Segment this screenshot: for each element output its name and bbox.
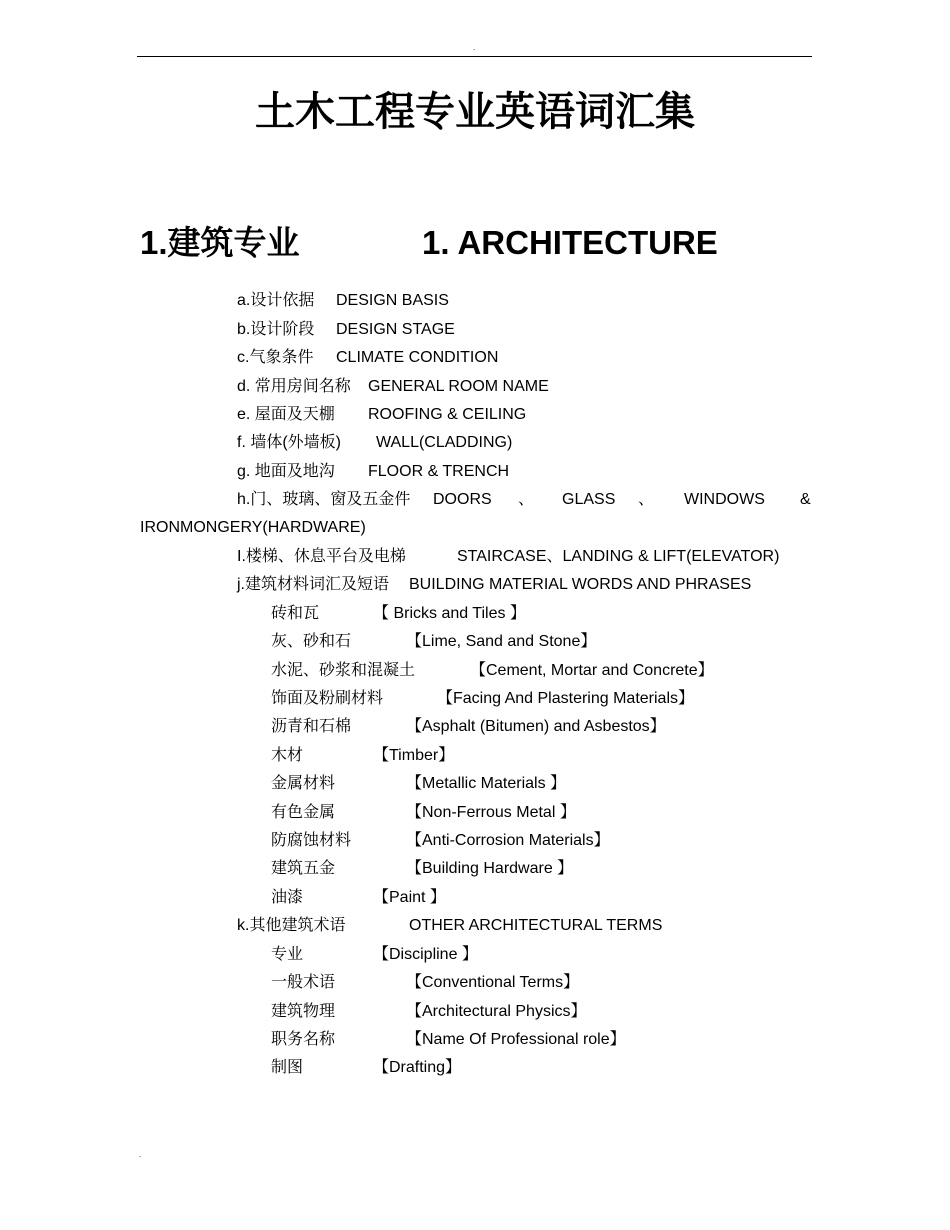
entry-zh: f. 墙体(外墙板) bbox=[237, 434, 341, 451]
subentry-row bbox=[0, 689, 950, 709]
subentry-row bbox=[0, 1002, 950, 1022]
subentry-row bbox=[0, 945, 950, 965]
subentry-row bbox=[0, 717, 950, 737]
entry-en: ROOFING & CEILING bbox=[368, 406, 527, 423]
entry-zh: a.设计依据 bbox=[237, 292, 315, 309]
entry-en: DESIGN STAGE bbox=[336, 321, 455, 338]
entry-en-separator: 、 bbox=[638, 491, 655, 508]
entry-zh: I.楼梯、休息平台及电梯 bbox=[237, 548, 406, 565]
subentry-row bbox=[0, 632, 950, 652]
subentry-zh: 金属材料 bbox=[271, 775, 336, 792]
subentry-en: 【Conventional Terms】 bbox=[406, 974, 580, 991]
entry-en-word: GLASS bbox=[562, 491, 616, 508]
entry-en: WALL(CLADDING) bbox=[376, 434, 513, 451]
entry-row bbox=[0, 291, 950, 311]
subentry-en: 【Metallic Materials 】 bbox=[406, 775, 567, 792]
entry-zh: k.其他建筑术语 bbox=[237, 917, 346, 934]
subentry-zh: 一般术语 bbox=[271, 974, 336, 991]
header-rule bbox=[137, 56, 812, 57]
entry-en-word: & bbox=[800, 491, 811, 508]
entry-en: OTHER ARCHITECTURAL TERMS bbox=[409, 917, 663, 934]
entry-row bbox=[0, 547, 950, 567]
footer-mark: . bbox=[139, 1150, 142, 1159]
subentry-zh: 灰、砂和石 bbox=[271, 633, 352, 650]
entry-en: FLOOR & TRENCH bbox=[368, 463, 510, 480]
entry-row bbox=[0, 433, 950, 453]
subentry-en: 【Name Of Professional role】 bbox=[406, 1031, 626, 1048]
subentry-zh: 油漆 bbox=[271, 889, 304, 906]
subentry-zh: 建筑五金 bbox=[271, 860, 336, 877]
entry-en-continued: IRONMONGERY(HARDWARE) bbox=[140, 519, 366, 536]
subentry-row bbox=[0, 831, 950, 851]
subentry-zh: 有色金属 bbox=[271, 804, 336, 821]
subentry-en: 【Facing And Plastering Materials】 bbox=[437, 690, 695, 707]
subentry-row bbox=[0, 859, 950, 879]
subentry-en: 【Discipline 】 bbox=[373, 946, 478, 963]
entry-row bbox=[0, 490, 950, 510]
subentry-en: 【Cement, Mortar and Concrete】 bbox=[470, 662, 714, 679]
subentry-row bbox=[0, 1030, 950, 1050]
subentry-en: 【Paint 】 bbox=[373, 889, 446, 906]
subentry-row bbox=[0, 661, 950, 681]
subentry-row bbox=[0, 1058, 950, 1078]
header-mark: . bbox=[473, 43, 476, 52]
subentry-zh: 职务名称 bbox=[271, 1031, 336, 1048]
entry-zh: h.门、玻璃、窗及五金件 bbox=[237, 491, 411, 508]
subentry-zh: 沥青和石棉 bbox=[271, 718, 352, 735]
subentry-row bbox=[0, 604, 950, 624]
subentry-row bbox=[0, 803, 950, 823]
entry-row bbox=[0, 575, 950, 595]
subentry-zh: 水泥、砂浆和混凝土 bbox=[271, 662, 416, 679]
subentry-zh: 饰面及粉刷材料 bbox=[271, 690, 384, 707]
entry-row bbox=[0, 377, 950, 397]
entry-en: GENERAL ROOM NAME bbox=[368, 378, 549, 395]
subentry-en: 【 Bricks and Tiles 】 bbox=[373, 605, 526, 622]
entry-en: DESIGN BASIS bbox=[336, 292, 449, 309]
section-heading-en: 1. ARCHITECTURE bbox=[422, 224, 718, 261]
entry-en: CLIMATE CONDITION bbox=[336, 349, 499, 366]
subentry-row bbox=[0, 774, 950, 794]
entry-zh: b.设计阶段 bbox=[237, 321, 315, 338]
page-title: 土木工程专业英语词汇集 bbox=[255, 90, 695, 134]
subentry-row bbox=[0, 888, 950, 908]
entry-en: BUILDING MATERIAL WORDS AND PHRASES bbox=[409, 576, 752, 593]
subentry-en: 【Drafting】 bbox=[373, 1059, 462, 1076]
subentry-en: 【Anti-Corrosion Materials】 bbox=[406, 832, 610, 849]
subentry-en: 【Asphalt (Bitumen) and Asbestos】 bbox=[406, 718, 666, 735]
entry-en-word: WINDOWS bbox=[684, 491, 765, 508]
subentry-zh: 建筑物理 bbox=[271, 1003, 336, 1020]
entry-en-word: DOORS bbox=[433, 491, 492, 508]
subentry-row bbox=[0, 973, 950, 993]
entry-en: STAIRCASE、LANDING & LIFT(ELEVATOR) bbox=[457, 548, 780, 565]
subentry-en: 【Timber】 bbox=[373, 747, 455, 764]
entry-zh: j.建筑材料词汇及短语 bbox=[237, 576, 390, 593]
entry-zh: c.气象条件 bbox=[237, 349, 314, 366]
subentry-zh: 专业 bbox=[271, 946, 304, 963]
entry-zh: e. 屋面及天棚 bbox=[237, 406, 335, 423]
subentry-zh: 砖和瓦 bbox=[271, 605, 320, 622]
subentry-zh: 制图 bbox=[271, 1059, 304, 1076]
subentry-zh: 木材 bbox=[271, 747, 304, 764]
subentry-row bbox=[0, 746, 950, 766]
entry-row bbox=[0, 348, 950, 368]
entry-row bbox=[0, 462, 950, 482]
entry-en-separator: 、 bbox=[518, 491, 535, 508]
subentry-en: 【Architectural Physics】 bbox=[406, 1003, 587, 1020]
subentry-en: 【Non-Ferrous Metal 】 bbox=[406, 804, 576, 821]
entry-row-continued bbox=[0, 518, 950, 538]
entry-row bbox=[0, 320, 950, 340]
subentry-zh: 防腐蚀材料 bbox=[271, 832, 352, 849]
entry-row bbox=[0, 916, 950, 936]
section-heading-zh: 1.建筑专业 bbox=[140, 224, 300, 261]
subentry-en: 【Building Hardware 】 bbox=[406, 860, 574, 877]
subentry-en: 【Lime, Sand and Stone】 bbox=[406, 633, 597, 650]
entry-zh: g. 地面及地沟 bbox=[237, 463, 335, 480]
entry-zh: d. 常用房间名称 bbox=[237, 378, 351, 395]
entry-row bbox=[0, 405, 950, 425]
